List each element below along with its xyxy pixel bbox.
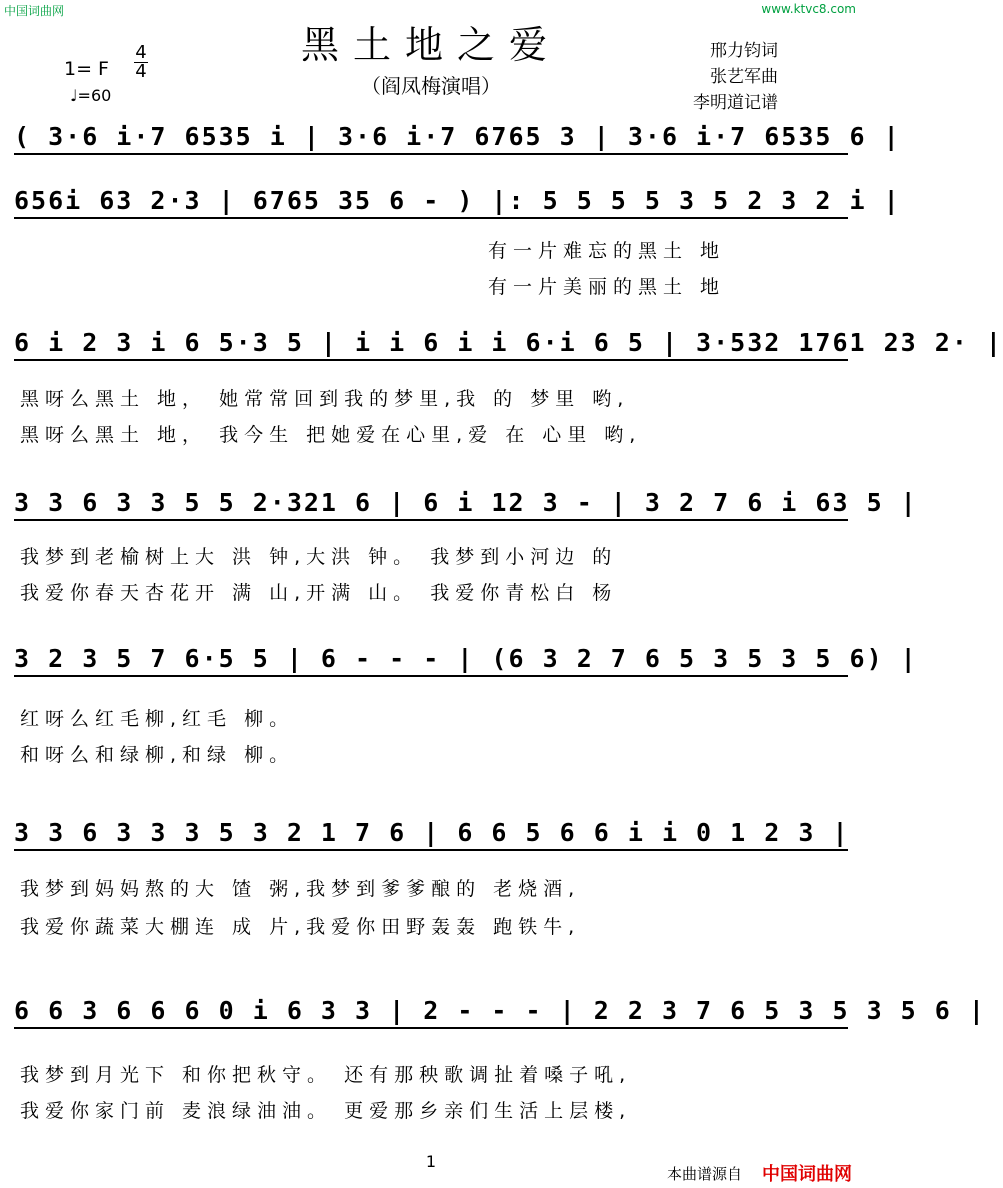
lyric-verse-2: 和呀么和绿柳,和绿 柳。 [20, 744, 295, 766]
lyric-verse-1: 我梦到妈妈熬的大 馇 粥,我梦到爹爹酿的 老烧酒, [20, 878, 581, 900]
song-title: 黑土地之爱 [300, 23, 561, 67]
notation-line: 3 2 3 5 7 6·5 5 | 6 - - - | (6 3 2 7 6 5 3 5 3 5 6) | [14, 644, 848, 677]
lyricist-credit: 邢力钧词 [710, 41, 778, 61]
time-signature [134, 44, 148, 81]
transcriber-credit: 李明道记谱 [693, 93, 778, 113]
time-top: 4 [135, 42, 147, 63]
watermark-left: 中国词曲网 [4, 4, 65, 18]
lyric-verse-2: 我爱你春天杏花开 满 山,开满 山。 我爱你青松白 杨 [20, 582, 618, 604]
notation-line: 3 3 6 3 3 3 5 3 2 1 7 6 | 6 6 5 6 6 i i 0 1 2 3 | [14, 818, 848, 851]
lyric-verse-2: 有一片美丽的黑土 地 [488, 276, 726, 298]
lyric-verse-2: 我爱你蔬菜大棚连 成 片,我爱你田野轰轰 跑铁牛, [20, 916, 581, 938]
notation-line: 3 3 6 3 3 5 5 2·321 6 | 6 i 12 3 - | 3 2 7 6 i 63 5 | [14, 488, 848, 521]
notation-line: 6 i 2 3 i 6 5·3 5 | i i 6 i i 6·i 6 5 | 3·532 1761 23 2· | [14, 328, 848, 361]
notation-line: 656i 63 2·3 | 6765 35 6 - ) |: 5 5 5 5 3 5 2 3 2 i | [14, 186, 848, 219]
key-signature: 1= F [64, 58, 109, 80]
lyric-verse-1: 红呀么红毛柳,红毛 柳。 [20, 708, 295, 730]
notation-line: ( 3·6 i·7 6535 i | 3·6 i·7 6765 3 | 3·6 i·7 6535 6 | [14, 122, 848, 155]
page-number: 1 [425, 1152, 437, 1171]
lyric-verse-2: 黑呀么黑土 地， 我今生 把她爱在心里,爱 在 心里 哟, [20, 424, 642, 446]
lyric-verse-1: 我梦到老榆树上大 洪 钟,大洪 钟。 我梦到小河边 的 [20, 546, 618, 568]
composer-credit: 张艺军曲 [710, 67, 778, 87]
lyric-verse-2: 我爱你家门前 麦浪绿油油。 更爱那乡亲们生活上层楼, [20, 1100, 632, 1122]
footer-source: 本曲谱源自 [666, 1165, 742, 1183]
footer-site-logo[interactable]: 中国词曲网 [762, 1164, 852, 1185]
notation-line: 6 6 3 6 6 6 0 i 6 3 3 | 2 - - - | 2 2 3 7 6 5 3 5 3 5 6 | [14, 996, 848, 1029]
lyric-verse-1: 我梦到月光下 和你把秋守。 还有那秧歌调扯着嗓子吼, [20, 1064, 632, 1086]
lyric-verse-1: 黑呀么黑土 地， 她常常回到我的梦里,我 的 梦里 哟, [20, 388, 630, 410]
tempo-mark: ♩=60 [70, 86, 112, 105]
singer-credit: （阎凤梅演唱） [361, 74, 501, 98]
time-bottom: 4 [135, 61, 147, 82]
watermark-right: www.ktvc8.com [761, 2, 856, 16]
lyric-verse-1: 有一片难忘的黑土 地 [488, 240, 726, 262]
